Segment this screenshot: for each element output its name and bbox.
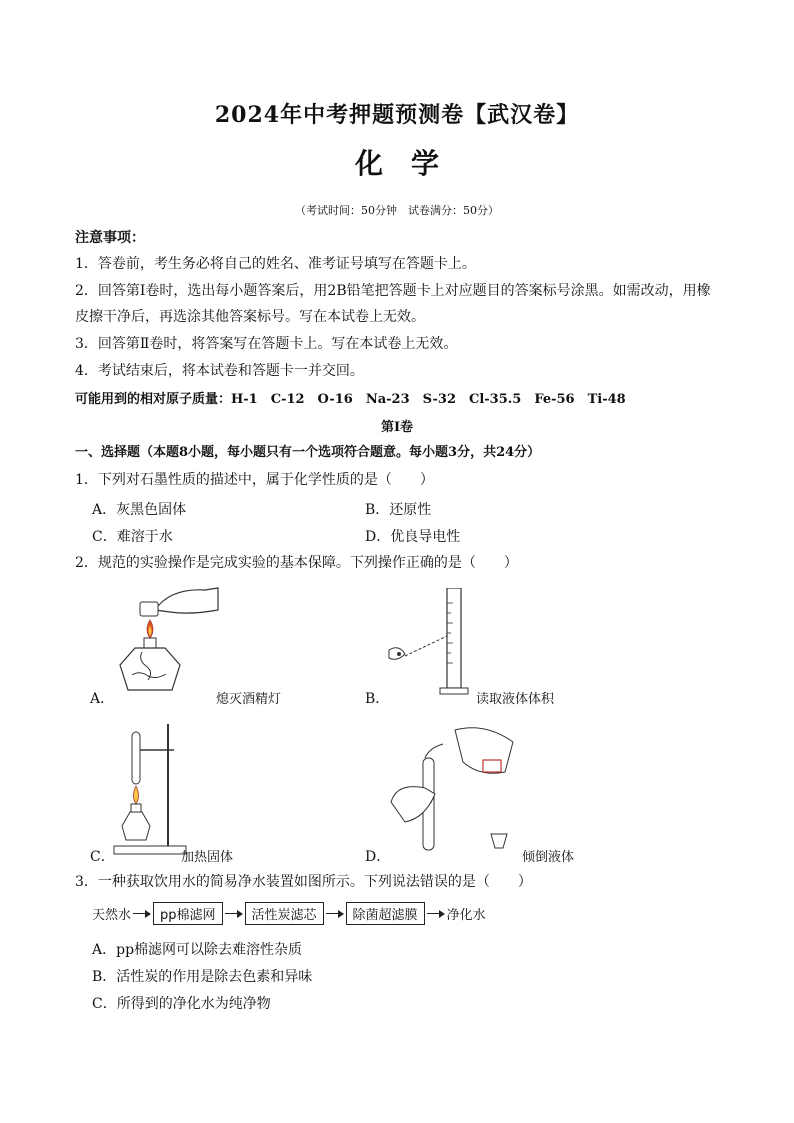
note-2: 2．回答第Ⅰ卷时，选出每小题答案后，用2B铅笔把答题卡上对应题目的答案标号涂黑。如需改动，用橡 xyxy=(75,283,711,299)
flow-arrow-icon xyxy=(131,909,153,919)
flow-step-carbon-filter: 活性炭滤芯 xyxy=(245,902,324,925)
flow-arrow-icon xyxy=(324,909,346,919)
heating-solid-figure xyxy=(112,722,188,857)
q1-option-c: C．难溶于水 xyxy=(92,529,173,545)
q2-option-a-letter: A． xyxy=(90,691,115,707)
q2-option-b-caption: 读取液体体积 xyxy=(476,692,555,707)
atomic-masses: 可能用到的相对原子质量：H-1 C-12 O-16 Na-23 S-32 Cl-35.5 Fe-56 Ti-48 xyxy=(75,392,626,407)
note-3: 3．回答第Ⅱ卷时，将答案写在答题卡上。写在本试卷上无效。 xyxy=(75,336,458,352)
q1-option-b: B．还原性 xyxy=(365,502,432,518)
flow-step-output: 净化水 xyxy=(446,908,486,923)
note-1: 1．答卷前，考生务必将自己的姓名、准考证号填写在答题卡上。 xyxy=(75,256,476,272)
pouring-liquid-figure xyxy=(385,722,520,857)
q2-stem: 2．规范的实验操作是完成实验的基本保障。下列操作正确的是（ ） xyxy=(75,555,518,571)
purification-flow-diagram xyxy=(92,902,486,925)
section-title: 第Ⅰ卷 xyxy=(380,420,414,435)
graduated-cylinder-reading-figure xyxy=(385,588,495,698)
notes-heading: 注意事项： xyxy=(75,230,145,246)
note-4: 4．考试结束后，将本试卷和答题卡一并交回。 xyxy=(75,363,364,379)
q2-option-d-caption: 倾倒液体 xyxy=(522,850,575,865)
q3-option-b: B．活性炭的作用是除去色素和异味 xyxy=(92,969,313,985)
q1-option-d: D．优良导电性 xyxy=(365,529,461,545)
flow-step-pp-filter: pp棉滤网 xyxy=(153,902,223,925)
alcohol-lamp-capping-figure xyxy=(110,580,220,700)
q1-option-a: A．灰黑色固体 xyxy=(92,502,187,518)
exam-meta: （考试时间：50分钟 试卷满分：50分） xyxy=(295,204,499,217)
q2-option-c-caption: 加热固体 xyxy=(181,850,234,865)
q2-option-b-letter: B． xyxy=(365,691,390,707)
flow-arrow-icon xyxy=(425,909,447,919)
flow-step-ultrafilter: 除菌超滤膜 xyxy=(346,902,425,925)
q3-option-c: C．所得到的净化水为纯净物 xyxy=(92,996,271,1012)
q3-option-a: A．pp棉滤网可以除去难溶性杂质 xyxy=(92,942,303,958)
flow-arrow-icon xyxy=(223,909,245,919)
flow-step-source: 天然水 xyxy=(92,908,132,923)
q3-stem: 3．一种获取饮用水的简易净水装置如图所示。下列说法错误的是（ ） xyxy=(75,874,532,890)
q2-option-a-caption: 熄灭酒精灯 xyxy=(216,692,282,707)
section-intro: 一、选择题（本题8小题，每小题只有一个选项符合题意。每小题3分，共24分） xyxy=(75,445,541,460)
subject-title: 化学 xyxy=(354,147,467,180)
exam-title: 2024年中考押题预测卷【武汉卷】 xyxy=(214,102,580,128)
q2-option-c-letter: C． xyxy=(90,849,115,865)
note-2-cont: 皮擦干净后，再选涂其他答案标号。写在本试卷上无效。 xyxy=(75,309,425,325)
q2-option-d-letter: D． xyxy=(365,849,391,865)
q1-stem: 1．下列对石墨性质的描述中，属于化学性质的是（ ） xyxy=(75,472,434,488)
